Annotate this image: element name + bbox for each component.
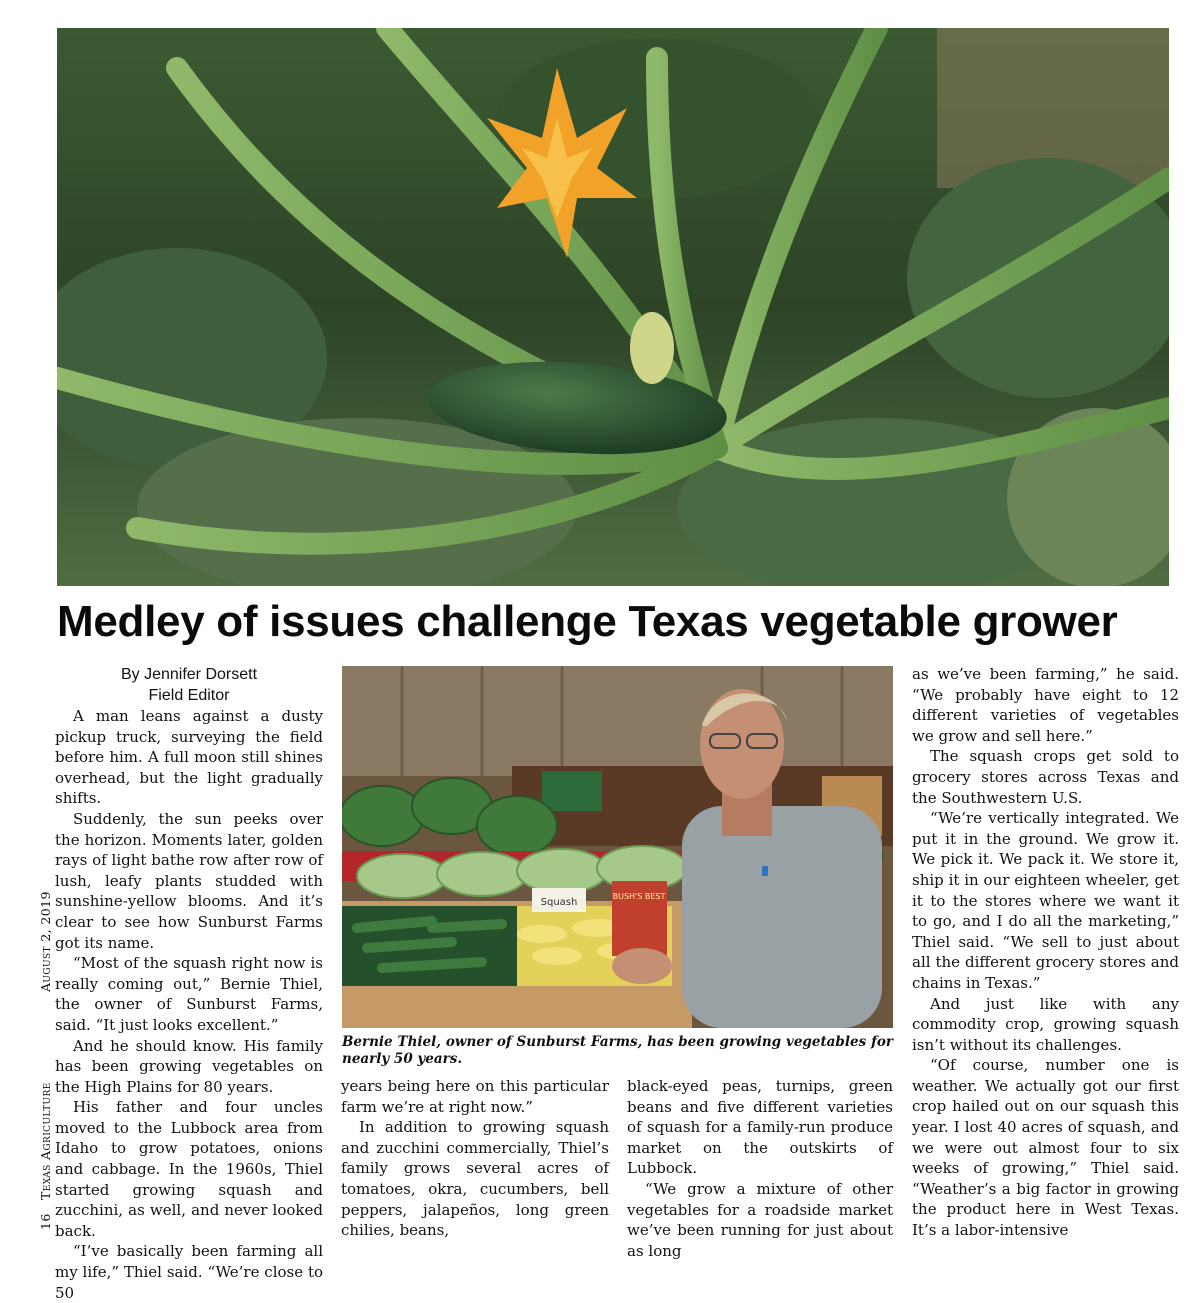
- paragraph: “We’re vertically integrated. We put it in the ground. We grow it. We pick it. We pack it. We store it, ship it in our eighteen wheeler, get it to the stores where we want it to go, and I do all the marketing,” Thiel said. “We sell to just about all the different grocery stores and chains in Texas.”: [912, 809, 1179, 992]
- publication-name: Texas Agriculture: [38, 1082, 53, 1200]
- paragraph: In addition to growing squash and zucchini commercially, Thiel’s family grows several acres of tomatoes, okra, cucumbers, bell peppers, jalapeños, long green chilies, beans,: [341, 1118, 609, 1240]
- photo-caption: Bernie Thiel, owner of Sunburst Farms, has been growing vegetables for nearly 50 years.: [342, 1034, 893, 1067]
- article-column-2: [341, 1076, 609, 1241]
- box-label-text: BUSH'S BEST: [612, 892, 666, 901]
- page-number: 16: [38, 1213, 53, 1230]
- byline-author: By Jennifer Dorsett: [120, 666, 258, 683]
- paragraph: “I’ve basically been farming all my life,” Thiel said. “We’re close to 50: [55, 1242, 323, 1302]
- byline: [55, 664, 323, 706]
- paragraph: black-eyed peas, turnips, green beans and five different varieties of squash for a family-run produce market on the outskirts of Lubbock.: [627, 1077, 893, 1178]
- paragraph: as we’ve been farming,” he said. “We probably have eight to 12 different varieties of vegetables we grow and sell here.”: [912, 665, 1179, 745]
- paragraph: A man leans against a dusty pickup truck, surveying the field before him. A full moon still shines overhead, but the light gradually shifts.: [55, 707, 323, 808]
- page-folio: [38, 891, 54, 1230]
- paragraph: The squash crops get sold to grocery stores across Texas and the Southwestern U.S.: [912, 747, 1179, 807]
- inset-photo-farmer: [342, 666, 893, 1028]
- paragraph: Suddenly, the sun peeks over the horizon. Moments later, golden rays of light bathe row after row of lush, leafy plants studded with sunshine-yellow blooms. And it’s clear to see how Sunburst Farms got its name.: [55, 809, 323, 952]
- article-column-1: [55, 706, 323, 1303]
- byline-title: Field Editor: [148, 687, 230, 704]
- paragraph: years being here on this particular farm we’re at right now.”: [341, 1077, 609, 1116]
- paragraph: And he should know. His family has been growing vegetables on the High Plains for 80 years.: [55, 1036, 323, 1096]
- hero-photo-squash-plant: [57, 28, 1169, 586]
- headline: Medley of issues challenge Texas vegetable grower: [57, 597, 1118, 646]
- paragraph: “We grow a mixture of other vegetables for a roadside market we’ve been running for just about as long: [627, 1179, 893, 1260]
- article-column-4: [912, 664, 1179, 1241]
- paragraph: “Most of the squash right now is really coming out,” Bernie Thiel, the owner of Sunburst Farms, said. “It just looks excellent.”: [55, 954, 323, 1034]
- issue-date: August 2, 2019: [38, 891, 53, 992]
- paragraph: His father and four uncles moved to the Lubbock area from Idaho to grow potatoes, onions and cabbage. In the 1960s, Thiel started growing squash and zucchini, as well, and never looked back.: [55, 1098, 323, 1240]
- paragraph: And just like with any commodity crop, growing squash isn’t without its challenges.: [912, 994, 1179, 1054]
- article-column-3: [627, 1076, 893, 1261]
- price-sign-text: Squash: [540, 897, 578, 908]
- paragraph: “Of course, number one is weather. We actually got our first crop hailed out on our squash this year. I lost 40 acres of squash, and we were out almost four to six weeks of growing,” Thiel said. “Weather’s a big factor in growing the product here in West Texas. It’s a labor-intensive: [912, 1056, 1179, 1240]
